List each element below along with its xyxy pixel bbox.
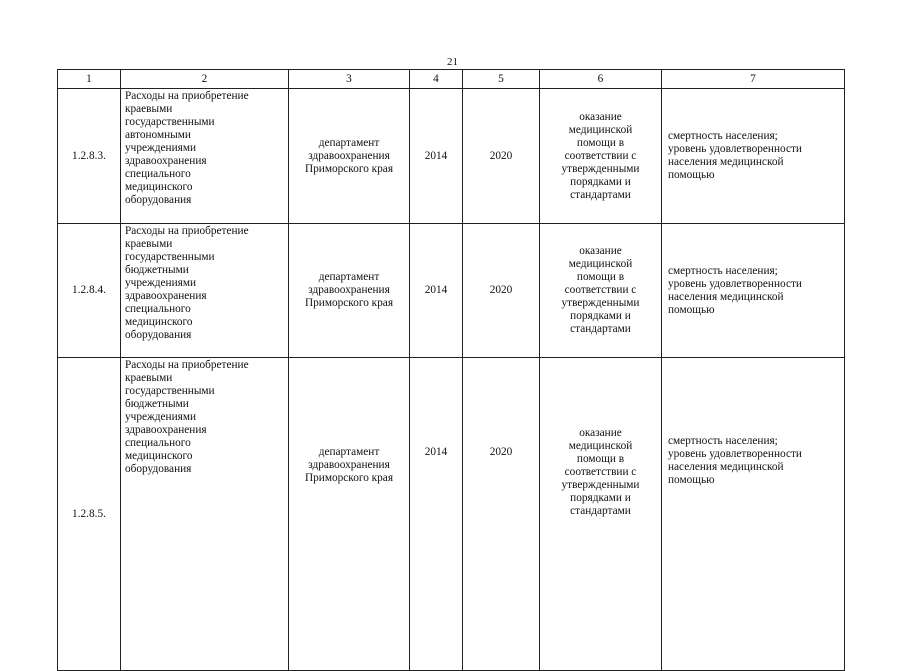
activity-name-cell [121, 224, 289, 358]
activity-name-cell [121, 358, 289, 671]
indicator-cell [662, 89, 845, 224]
column-header: 2 [121, 70, 289, 89]
start-year-cell: 2014 [410, 358, 463, 671]
indicator-text: смертность населения; уровень удовлетворенности населения медицинской помощью [668, 435, 802, 486]
executor-text: департамент здравоохранения Приморского края [304, 446, 394, 484]
column-header: 4 [410, 70, 463, 89]
table-row [58, 89, 845, 224]
item-number-cell: 1.2.8.3. [58, 89, 121, 224]
program-activities-table [57, 69, 845, 671]
executor-cell [289, 224, 410, 358]
indicator-cell [662, 358, 845, 671]
executor-cell [289, 358, 410, 671]
column-header: 5 [463, 70, 540, 89]
item-number-cell: 1.2.8.4. [58, 224, 121, 358]
indicator-text: смертность населения; уровень удовлетворенности населения медицинской помощью [668, 264, 802, 316]
indicator-text: смертность населения; уровень удовлетворенности населения медицинской помощью [668, 130, 802, 181]
expected-result-text: оказание медицинской помощи в соответствии с утвержденными порядками и стандартами [561, 427, 640, 517]
activity-name-text: Расходы на приобретение краевыми государственными бюджетными учреждениями здравоохранения специального медицинского оборудования [125, 225, 249, 341]
executor-text: департамент здравоохранения Приморского края [304, 136, 394, 175]
indicator-cell [662, 224, 845, 358]
table-row [58, 358, 845, 671]
executor-text: департамент здравоохранения Приморского края [304, 271, 394, 309]
activity-name-cell [121, 89, 289, 224]
page-number: 21 [447, 56, 458, 68]
column-header: 1 [58, 70, 121, 89]
activity-name-text: Расходы на приобретение краевыми государственными бюджетными учреждениями здравоохранения специального медицинского оборудования [125, 359, 249, 475]
start-year-cell: 2014 [410, 89, 463, 224]
activity-name-text: Расходы на приобретение краевыми государственными автономными учреждениями здравоохранения специального медицинского оборудования [125, 90, 249, 206]
expected-result-cell [540, 89, 662, 224]
column-header: 7 [662, 70, 845, 89]
end-year-cell: 2020 [463, 89, 540, 224]
table-row [58, 224, 845, 358]
column-number-header-row [58, 70, 845, 89]
expected-result-cell [540, 358, 662, 671]
item-number-cell: 1.2.8.5. [58, 358, 121, 671]
column-header: 3 [289, 70, 410, 89]
start-year-cell: 2014 [410, 224, 463, 358]
expected-result-cell [540, 224, 662, 358]
column-header: 6 [540, 70, 662, 89]
end-year-cell: 2020 [463, 224, 540, 358]
expected-result-text: оказание медицинской помощи в соответствии с утвержденными порядками и стандартами [561, 110, 640, 201]
expected-result-text: оказание медицинской помощи в соответствии с утвержденными порядками и стандартами [561, 245, 640, 335]
end-year-cell: 2020 [463, 358, 540, 671]
executor-cell [289, 89, 410, 224]
